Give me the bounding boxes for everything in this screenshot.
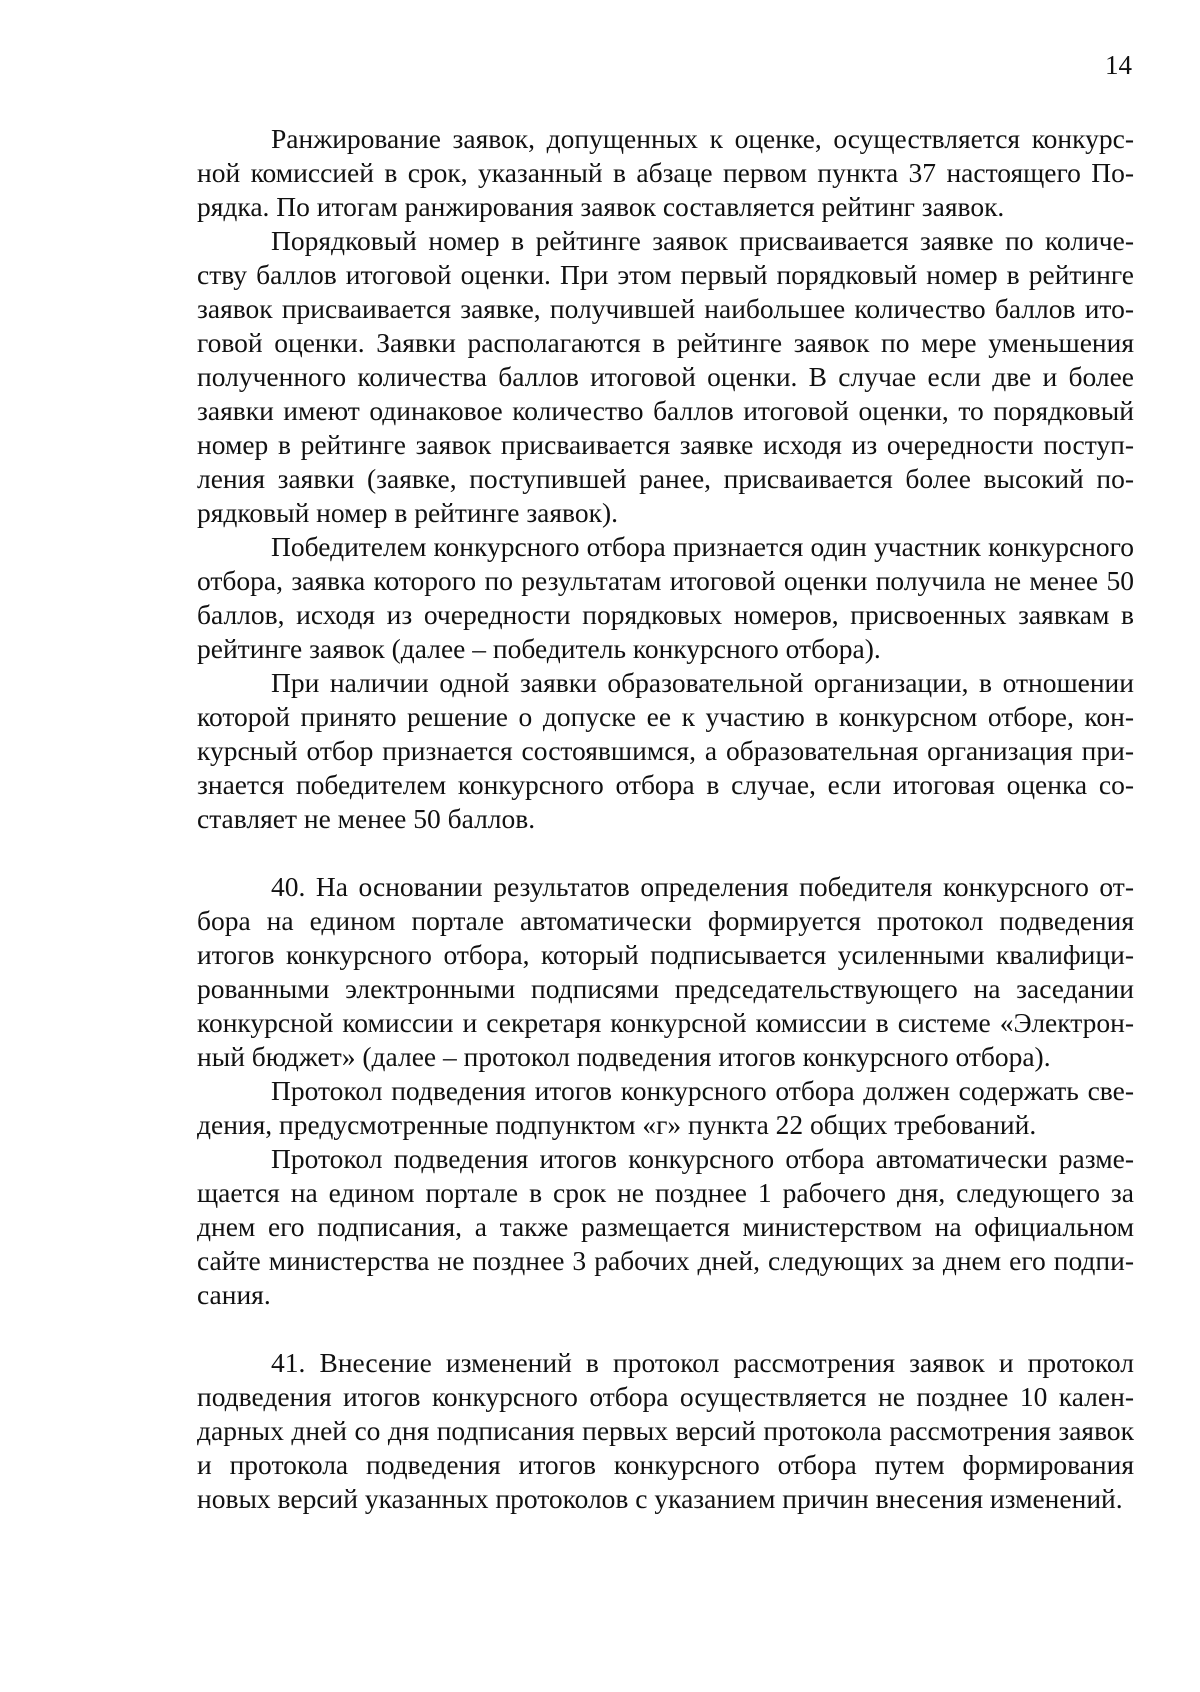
paragraph-ranking: Ранжирование заявок, допущенных к оценке, осуществляется конкурсной комиссией в срок, указанный в абзаце первом пункта 37 настоящего Порядка. По итогам ранжирования заявок составляется рейтинг заявок. [197, 123, 1134, 222]
document-body [197, 122, 1134, 1516]
paragraph-protocol-contents: Протокол подведения итогов конкурсного отбора должен содержать сведения, предусмотренные подпунктом «г» пункта 22 общих требований. [197, 1075, 1134, 1140]
paragraph-single-application: При наличии одной заявки образовательной организации, в отношении которой принято решение о допуске ее к участию в конкурсном отборе, конкурсный отбор признается состоявшимся, а образовательная организация признается победителем конкурсного отбора в случае, если итоговая оценка составляет не менее 50 баллов. [197, 667, 1134, 834]
paragraph-section-41: 41. Внесение изменений в протокол рассмотрения заявок и протокол подведения итогов конкурсного отбора осуществляется не позднее 10 календарных дней со дня подписания первых версий протокола рассмотрения заявок и протокола подведения итогов конкурсного отбора путем формирования новых версий указанных протоколов с указанием причин внесения изменений. [197, 1347, 1134, 1514]
paragraph-ordinal-number: Порядковый номер в рейтинге заявок присваивается заявке по количеству баллов итоговой оценки. При этом первый порядковый номер в рейтинге заявок присваивается заявке, получившей наибольшее количество баллов итоговой оценки. Заявки располагаются в рейтинге заявок по мере уменьшения полученного количества баллов итоговой оценки. В случае если две и более заявки имеют одинаковое количество баллов итоговой оценки, то порядковый номер в рейтинге заявок присваивается заявке исходя из очередности поступления заявки (заявке, поступившей ранее, присваивается более высокий порядковый номер в рейтинге заявок). [197, 225, 1134, 528]
paragraph-winner: Победителем конкурсного отбора признается один участник конкурсного отбора, заявка которого по результатам итоговой оценки получила не менее 50 баллов, исходя из очередности порядковых номеров, присвоенных заявкам в рейтинге заявок (далее – победитель конкурсного отбора). [197, 531, 1134, 664]
section-gap [197, 836, 1134, 870]
page-number: 14 [1105, 50, 1132, 80]
paragraph-protocol-publication: Протокол подведения итогов конкурсного отбора автоматически размещается на едином портале в срок не позднее 1 рабочего дня, следующего за днем его подписания, а также размещается министерством на официальном сайте министерства не позднее 3 рабочих дней, следующих за днем его подписания. [197, 1143, 1134, 1310]
section-gap [197, 1312, 1134, 1346]
paragraph-section-40: 40. На основании результатов определения победителя конкурсного отбора на едином портале автоматически формируется протокол подведения итогов конкурсного отбора, который подписывается усиленными квалифицированными электронными подписями председательствующего на заседании конкурсной комиссии и секретаря конкурсной комиссии в системе «Электронный бюджет» (далее – протокол подведения итогов конкурсного отбора). [197, 871, 1134, 1072]
